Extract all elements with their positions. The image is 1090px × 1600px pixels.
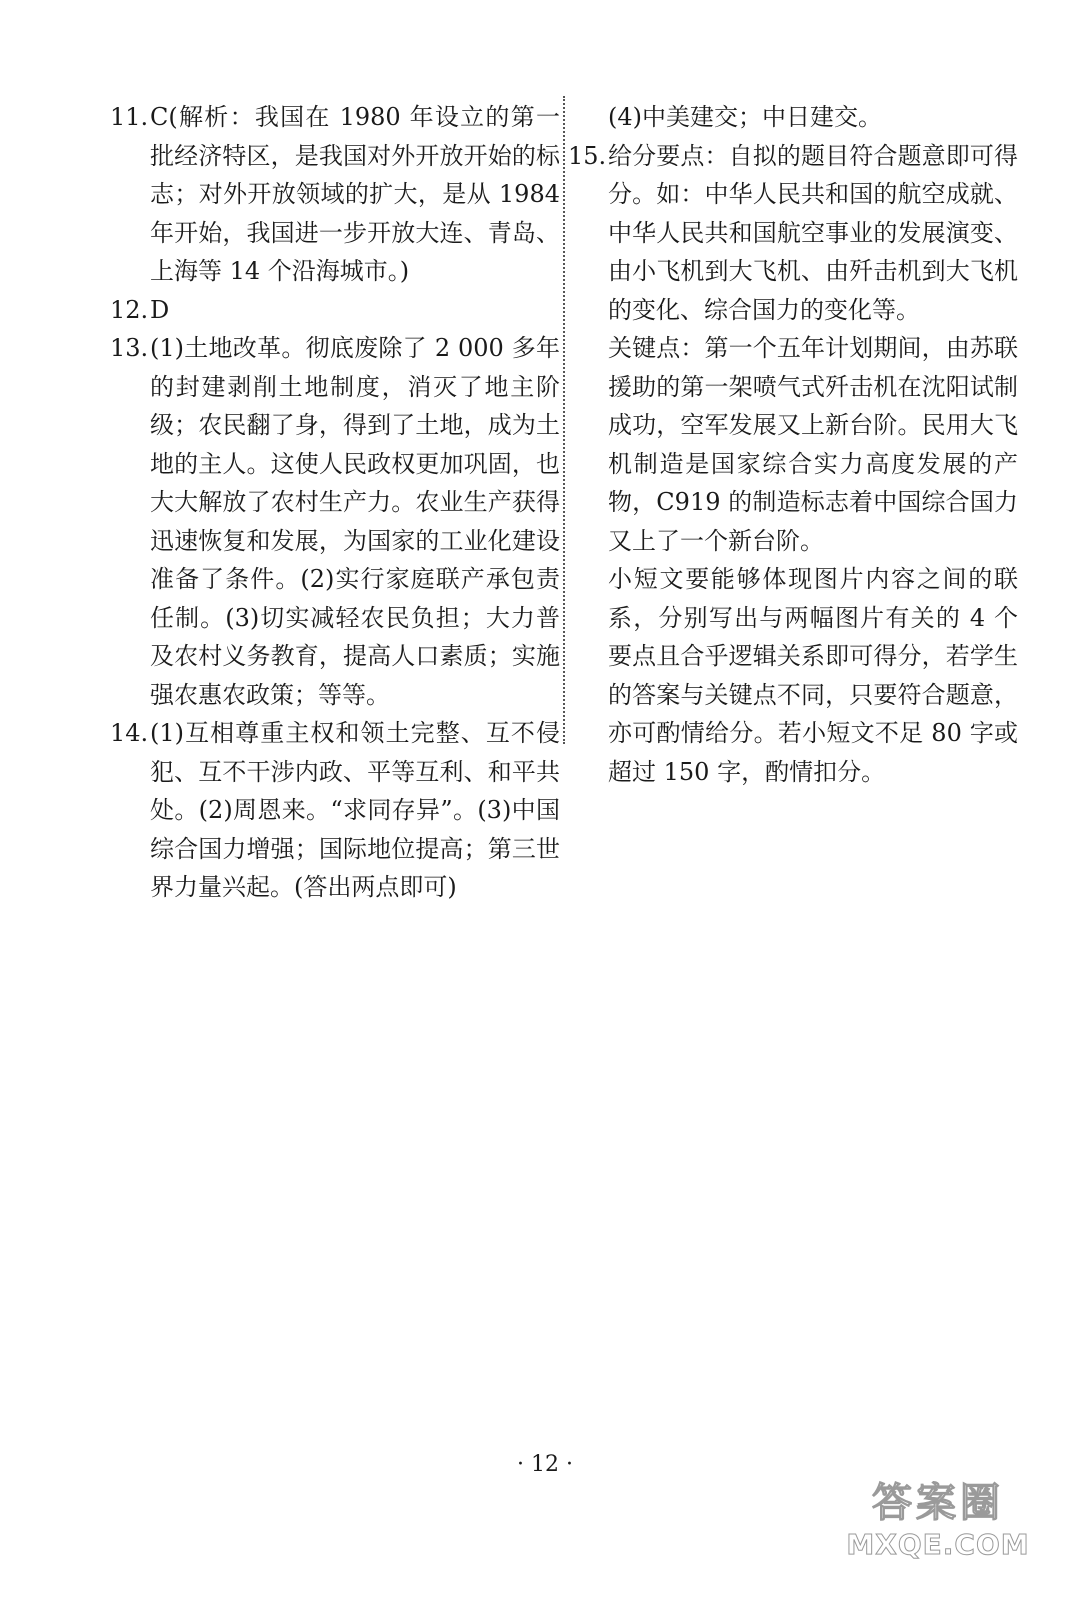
answer-12-number: 12. <box>110 295 149 324</box>
watermark-url: MXQE.COM <box>846 1528 1030 1561</box>
answer-11-text: C(解析：我国在 1980 年设立的第一批经济特区，是我国对外开放开始的标志；对外开放领域的扩大，是从 1984 年开始，我国进一步开放大连、青岛、上海等 14 个沿海城市。) <box>150 103 560 285</box>
answer-12-text: D <box>150 295 170 324</box>
answer-13-text: (1)土地改革。彻底废除了 2 000 多年的封建剥削土地制度，消灭了地主阶级；农民翻了身，得到了土地，成为土地的主人。这使人民政权更加巩固，也大大解放了农村生产力。农业生产获得迅速恢复和发展，为国家的工业化建设准备了条件。(2)实行家庭联产承包责任制。(3)切实减轻农民负担；大力普及农村义务教育，提高人口素质；实施强农惠农政策；等等。 <box>150 334 560 709</box>
left-column <box>110 98 560 907</box>
key-points: 关键点：第一个五年计划期间，由苏联援助的第一架喷气式歼击机在沈阳试制成功，空军发展又上新台阶。民用大飞机制造是国家综合实力高度发展的产物，C919 的制造标志着中国综合国力又上了一个新台阶。 <box>608 334 1018 555</box>
answer-14 <box>110 714 560 907</box>
answer-13 <box>110 329 560 714</box>
column-divider <box>563 96 565 744</box>
watermark-logo <box>838 1478 1038 1578</box>
answer-13-number: 13. <box>110 334 149 362</box>
answer-12 <box>110 291 560 330</box>
watermark-logo-text: 答案圈 <box>872 1480 1004 1526</box>
page-number: · 12 · <box>517 1452 573 1477</box>
answer-14-number: 14. <box>110 719 149 747</box>
right-column <box>568 98 1018 791</box>
answer-14-text: (1)互相尊重主权和领土完整、互不侵犯、互不干涉内政、平等互利、和平共处。(2)周恩来。“求同存异”。(3)中国综合国力增强；国际地位提高；第三世界力量兴起。(答出两点即可) <box>150 719 560 901</box>
answer-15-text: 给分要点：自拟的题目符合题意即可得分。如：中华人民共和国的航空成就、中华人民共和国航空事业的发展演变、由小飞机到大飞机、由歼击机到大飞机的变化、综合国力的变化等。 <box>608 141 1018 324</box>
answer-14-continued: (4)中美建交；中日建交。 <box>608 103 882 131</box>
answer-15-number: 15. <box>568 141 607 170</box>
essay-grading-note: 小短文要能够体现图片内容之间的联系，分别写出与两幅图片有关的 4 个要点且合乎逻辑关系即可得分，若学生的答案与关键点不同，只要符合题意，亦可酌情给分。若小短文不足 80 字或超过 150 字，酌情扣分。 <box>608 565 1018 786</box>
answer-11 <box>110 98 560 291</box>
answer-15 <box>568 137 1018 330</box>
answer-11-number: 11. <box>110 103 149 131</box>
